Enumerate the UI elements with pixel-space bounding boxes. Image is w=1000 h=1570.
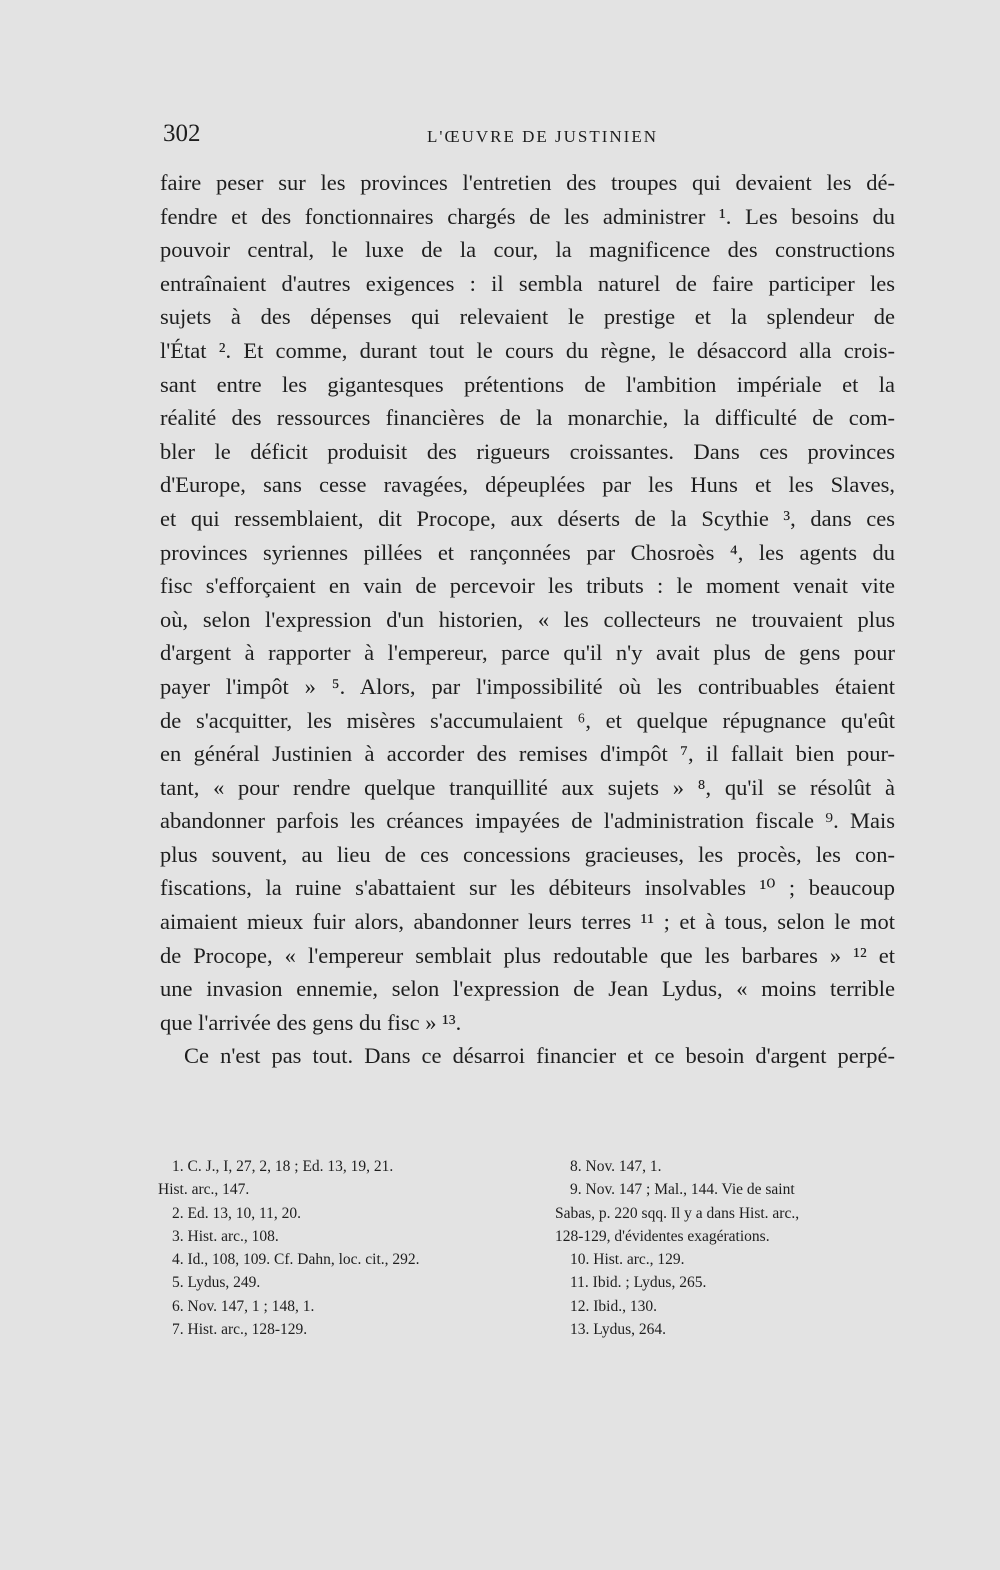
text-line: entraînaient d'autres exigences : il sembla naturel de faire participer les (160, 270, 895, 296)
text-line: une invasion ennemie, selon l'expression de Jean Lydus, « moins terrible (160, 976, 895, 1002)
text-line: fiscations, la ruine s'abattaient sur les débiteurs insolvables ¹⁰ ; beaucoup (160, 875, 895, 901)
page-number: 302 (163, 120, 201, 147)
footnotes-left (158, 1155, 508, 1341)
footnote: Hist. arc., 147. (158, 1181, 250, 1199)
text-line: fisc s'efforçaient en vain de percevoir les tributs : le moment venait vite (160, 573, 895, 599)
text-line: de s'acquitter, les misères s'accumulaient ⁶, et quelque répugnance qu'eût (160, 707, 895, 733)
footnote: 5. Lydus, 249. (172, 1274, 261, 1292)
running-title: L'ŒUVRE DE JUSTINIEN (427, 127, 658, 146)
footnote: 2. Ed. 13, 10, 11, 20. (172, 1204, 302, 1222)
body-text (160, 166, 895, 1073)
text-line: fendre et des fonctionnaires chargés de les administrer ¹. Les besoins du (160, 203, 895, 229)
text-line: que l'arrivée des gens du fisc » ¹³. (160, 1009, 462, 1035)
text-line: sant entre les gigantesques prétentions de l'ambition impériale et la (160, 371, 895, 397)
footnote: 1. C. J., I, 27, 2, 18 ; Ed. 13, 19, 21. (172, 1158, 394, 1175)
footnote: 3. Hist. arc., 108. (172, 1227, 279, 1245)
text-line: tant, « pour rendre quelque tranquillité aux sujets » ⁸, qu'il se résolût à (160, 774, 895, 800)
text-line: réalité des ressources financières de la monarchie, la difficulté de com- (160, 405, 895, 431)
text-line: où, selon l'expression d'un historien, « les collecteurs ne trouvaient plus (160, 606, 895, 632)
text-line: sujets à des dépenses qui relevaient le prestige et la splendeur de (160, 304, 895, 330)
text-line: payer l'impôt » ⁵. Alors, par l'impossibilité où les contribuables étaient (160, 673, 895, 699)
text-line: abandonner parfois les créances impayées de l'administration fiscale ⁹. Mais (160, 808, 895, 834)
text-line: plus souvent, au lieu de ces concessions gracieuses, les procès, les con- (160, 841, 895, 867)
footnote: 128-129, d'évidentes exagérations. (555, 1227, 770, 1245)
text-line: aimaient mieux fuir alors, abandonner leurs terres ¹¹ ; et à tous, selon le mot (160, 909, 895, 935)
footnote: 8. Nov. 147, 1. (570, 1158, 662, 1175)
text-line: Ce n'est pas tout. Dans ce désarroi financier et ce besoin d'argent perpé- (184, 1043, 895, 1069)
text-line: l'État ². Et comme, durant tout le cours du règne, le désaccord alla crois- (160, 337, 895, 363)
footnote: 6. Nov. 147, 1 ; 148, 1. (172, 1297, 315, 1315)
text-line: en général Justinien à accorder des remises d'impôt ⁷, il fallait bien pour- (160, 741, 895, 767)
text-line: d'Europe, sans cesse ravagées, dépeuplées par les Huns et les Slaves, (160, 472, 895, 498)
page-header (163, 120, 895, 156)
text-line: provinces syriennes pillées et rançonnées par Chosroès ⁴, les agents du (160, 539, 895, 565)
text-line: de Procope, « l'empereur semblait plus redoutable que les barbares » ¹² et (160, 942, 895, 968)
footnote: 12. Ibid., 130. (570, 1297, 657, 1315)
text-line: et qui ressemblaient, dit Procope, aux déserts de la Scythie ³, dans ces (160, 505, 895, 531)
footnote: 11. Ibid. ; Lydus, 265. (570, 1274, 707, 1292)
footnote: 10. Hist. arc., 129. (570, 1251, 685, 1269)
text-line: d'argent à rapporter à l'empereur, parce qu'il n'y avait plus de gens pour (160, 640, 895, 666)
footnote: 13. Lydus, 264. (570, 1321, 667, 1339)
footnotes-right (555, 1155, 895, 1341)
text-line: faire peser sur les provinces l'entretien des troupes qui devaient les dé- (160, 170, 895, 195)
footnote: 7. Hist. arc., 128-129. (172, 1321, 308, 1339)
footnote: 4. Id., 108, 109. Cf. Dahn, loc. cit., 292. (172, 1251, 420, 1269)
footnote: Sabas, p. 220 sqq. Il y a dans Hist. arc., (555, 1204, 800, 1222)
footnote: 9. Nov. 147 ; Mal., 144. Vie de saint (570, 1181, 795, 1199)
text-line: pouvoir central, le luxe de la cour, la magnificence des constructions (160, 237, 895, 263)
text-line: bler le déficit produisit des rigueurs croissantes. Dans ces provinces (160, 438, 895, 464)
